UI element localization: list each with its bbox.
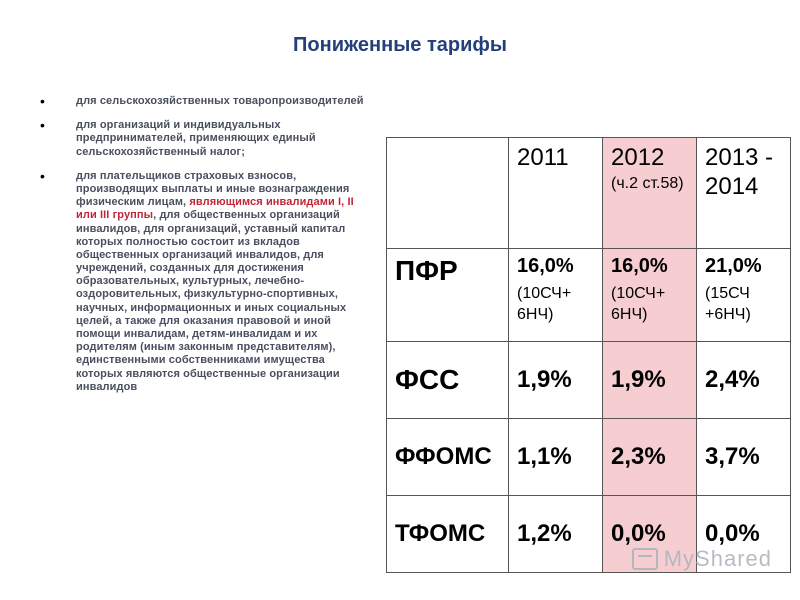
bullet-text-part: для плательщиков страховых взносов, производящих выплаты и иные вознаграждения физическим лицам, (76, 169, 350, 209)
presentation-board-icon (632, 548, 658, 570)
header-year: 2011 (517, 144, 569, 171)
table-cell (509, 419, 603, 496)
header-2012 (603, 138, 697, 249)
table-cell (603, 342, 697, 419)
bullet-text-highlight: являющимся инвалидами I, II или III группы (76, 196, 354, 222)
watermark-text: MyShared (663, 546, 772, 571)
bullet-list (40, 95, 372, 405)
cell-value: 1,9% (611, 366, 666, 393)
table-cell (697, 419, 791, 496)
cell-value: 16,0% (517, 255, 574, 277)
bullet-text-part: , для общественных организаций инвалидов, для организаций, уставный капитал которых полностью состоит из вкладов общественных организаций инвалидов, для учреждений, созданных для достижения образовательных, культурных, лечебно-оздоровительных, физкультурно-спортивных, научных, информационных и иных социальных целей, а также для оказания правовой и иной помощи инвалидам, детям-инвалидам и их родителям (иным законным представителям), единственными собственниками имущества которых являются общественные организации инвалидов (76, 209, 347, 393)
bullet-item (40, 167, 372, 394)
cell-value: 21,0% (705, 255, 762, 277)
header-year: 2013 - 2014 (705, 144, 774, 200)
row-name-tfoms: ТФОМС (387, 496, 509, 573)
bullet-dot: • (40, 117, 45, 134)
cell-value: 1,9% (517, 366, 572, 393)
cell-value: 16,0% (611, 255, 668, 277)
cell-value: 3,7% (705, 443, 760, 470)
cell-note: (10СЧ+ 6НЧ) (517, 285, 572, 323)
table-cell (697, 249, 791, 342)
table-cell (509, 342, 603, 419)
bullet-dot: • (40, 93, 45, 109)
table-cell (603, 419, 697, 496)
cell-value: 2,3% (611, 443, 666, 470)
bullet-item (40, 119, 372, 159)
table-row (387, 419, 791, 496)
bullet-text (76, 170, 372, 394)
cell-value: 0,0% (705, 520, 760, 547)
cell-value: 0,0% (611, 520, 666, 547)
row-name-fss: ФСС (387, 342, 509, 419)
table-row (387, 249, 791, 342)
table-cell (509, 249, 603, 342)
bullet-text: для сельскохозяйственных товаропроизводителей (76, 95, 364, 107)
row-name-pfr: ПФР (387, 249, 509, 342)
watermark (632, 546, 772, 572)
row-name-ffoms: ФФОМС (387, 419, 509, 496)
cell-note: (15СЧ +6НЧ) (705, 285, 751, 323)
bullet-dot: • (40, 167, 45, 184)
bullet-item (40, 95, 372, 108)
cell-value: 1,1% (517, 443, 572, 470)
table-cell (603, 249, 697, 342)
header-2011 (509, 138, 603, 249)
cell-note: (10СЧ+ 6НЧ) (611, 285, 666, 323)
table-cell (509, 496, 603, 573)
page-title: Пониженные тарифы (293, 34, 507, 56)
header-note: (ч.2 ст.58) (611, 174, 684, 192)
cell-value: 2,4% (705, 366, 760, 393)
header-2013-2014 (697, 138, 791, 249)
table-cell (697, 342, 791, 419)
tariff-table (386, 137, 791, 573)
cell-value: 1,2% (517, 520, 572, 547)
table-corner-cell (387, 138, 509, 249)
header-year: 2012 (611, 144, 665, 171)
table-row (387, 342, 791, 419)
table-header-row (387, 138, 791, 249)
bullet-text: для организаций и индивидуальных предпринимателей, применяющих единый сельскохозяйственный налог; (76, 119, 316, 158)
